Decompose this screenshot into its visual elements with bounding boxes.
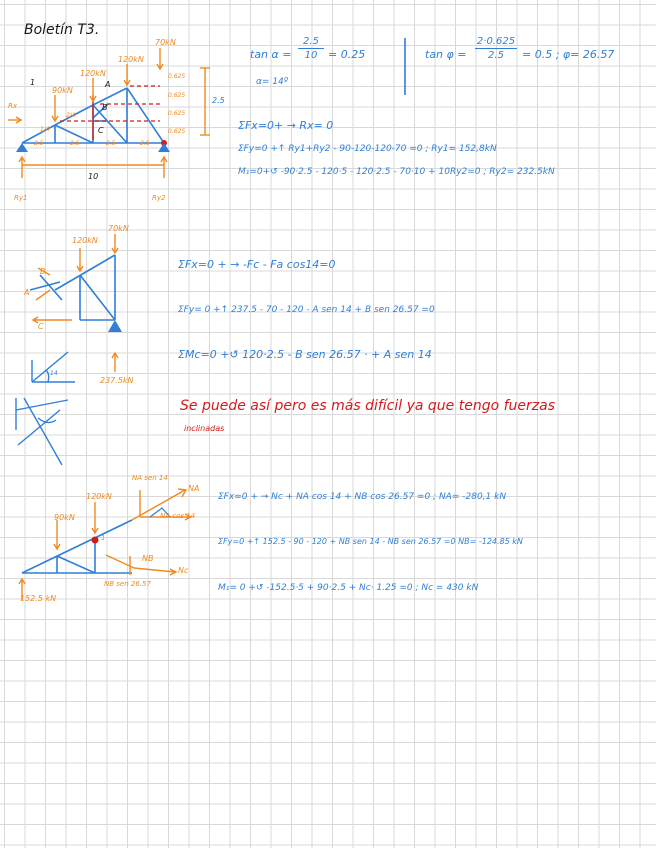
d2-node-a: A (24, 288, 30, 297)
frac-alpha (298, 36, 324, 61)
truss-members-3 (22, 520, 132, 573)
eq2-sum-fy: ΣFy= 0 +↑ 237.5 - 70 - 120 - A sen 14 + B sen 26.57 =0 (178, 305, 435, 315)
d2-node-b: B (40, 267, 46, 276)
span-label: 10 (88, 172, 99, 181)
eq-tan-alpha-lhs: tan α = (250, 48, 292, 61)
d2-angle-14: 14 (50, 370, 58, 377)
d3-na-cos: NA cos 14 (160, 512, 196, 520)
loads-2 (33, 234, 118, 372)
node-c-label: C (98, 126, 104, 135)
rx-label: Rx (8, 102, 18, 110)
dim-h1: 0.625 (168, 73, 186, 80)
small-1: 1/4 (40, 126, 50, 133)
seg3-label: 2.5 (106, 140, 116, 147)
dim-h4: 0.625 (168, 128, 186, 135)
height-label: 2.5 (212, 96, 225, 105)
eq-tan-phi-rhs: = 0.5 ; φ= 26.57 (522, 48, 615, 61)
eq1-moment: M₁=0+↺ -90·2.5 - 120·5 - 120·2.5 - 70·10 + 10Ry2=0 ; Ry2= 232.5kN (238, 167, 555, 177)
seg4-label: 2.5 (140, 140, 150, 147)
load-120b-label: 120kN (118, 55, 144, 64)
d3-reaction: 152.5 kN (20, 594, 57, 603)
frac-alpha-num: 2.5 (303, 36, 319, 47)
node-d-label: 1 (30, 78, 36, 87)
seg1-label: 2.5 (34, 140, 44, 147)
truss-members-2 (30, 255, 115, 320)
eq2-moment: ΣMc=0 +↺ 120·2.5 - B sen 26.57 · + A sen 14 (178, 348, 432, 361)
load-120a-label: 120kN (80, 69, 106, 78)
d2-load-120: 120kN (72, 236, 98, 245)
eq1-sum-fy: ΣFy=0 +↑ Ry1+Ry2 - 90-120-120-70 =0 ; Ry1= 152,8kN (238, 144, 497, 154)
note-text-2: inclinadas (184, 424, 225, 433)
angle-sketch (16, 352, 75, 465)
d3-nb: NB (142, 554, 154, 563)
dim-h2: 0.625 (168, 92, 186, 99)
d3-nb-sin: NB sen 26.57 (104, 580, 151, 588)
d3-load-120: 120kN (86, 492, 112, 501)
eq2-sum-fx: ΣFx=0 + → -Fc - Fa cos14=0 (178, 258, 336, 271)
d3-point: 1 (101, 534, 106, 542)
eq3-moment: M₁= 0 +↺ -152.5·5 + 90·2.5 + Nc· 1.25 =0 ; Nc = 430 kN (218, 583, 479, 593)
frac-phi (475, 36, 517, 61)
load-90-label: 90kN (52, 86, 73, 95)
eq3-sum-fx: ΣFx=0 + → Nc + NA cos 14 + NB cos 26.57 =0 ; NA= -280,1 kN (218, 492, 507, 502)
load-70-label: 70kN (155, 38, 176, 47)
seg2-label: 2.5 (70, 140, 80, 147)
alpha-value: α= 14º (256, 77, 289, 87)
eq1-sum-fx: ΣFx=0+ → Rx= 0 (238, 119, 334, 132)
note-text: Se puede así pero es más difícil ya que tengo fuerzas (180, 398, 556, 414)
ry1-label: Ry1 (14, 194, 28, 202)
d2-reaction: 237.5kN (100, 376, 134, 385)
eq-tan-alpha-rhs: = 0.25 (328, 48, 366, 61)
d3-na-sin: NA sen 14 (132, 474, 168, 482)
frac-alpha-den: 10 (304, 50, 318, 61)
eq-tan-phi-lhs: tan φ = (425, 48, 467, 61)
ry2-label: Ry2 (152, 194, 166, 202)
dim-h3: 0.625 (168, 110, 186, 117)
d3-na: NA (188, 484, 200, 493)
d3-nc: Nc (178, 566, 189, 575)
frac-phi-den: 2.5 (488, 50, 504, 61)
frac-phi-num: 2·0.625 (476, 36, 516, 47)
small-2: 2/4 (66, 112, 76, 119)
eq3-sum-fy: ΣFy=0 +↑ 152.5 - 90 - 120 + NB sen 14 - NB sen 26.57 =0 NB= -124.85 kN (218, 537, 523, 546)
d3-load-90: 90kN (54, 513, 75, 522)
page-title: Boletín T3. (24, 22, 100, 38)
node-b-label: B (102, 103, 108, 112)
node-a-label: A (105, 80, 111, 89)
d2-node-c: C (38, 322, 44, 331)
d2-load-70: 70kN (108, 224, 129, 233)
